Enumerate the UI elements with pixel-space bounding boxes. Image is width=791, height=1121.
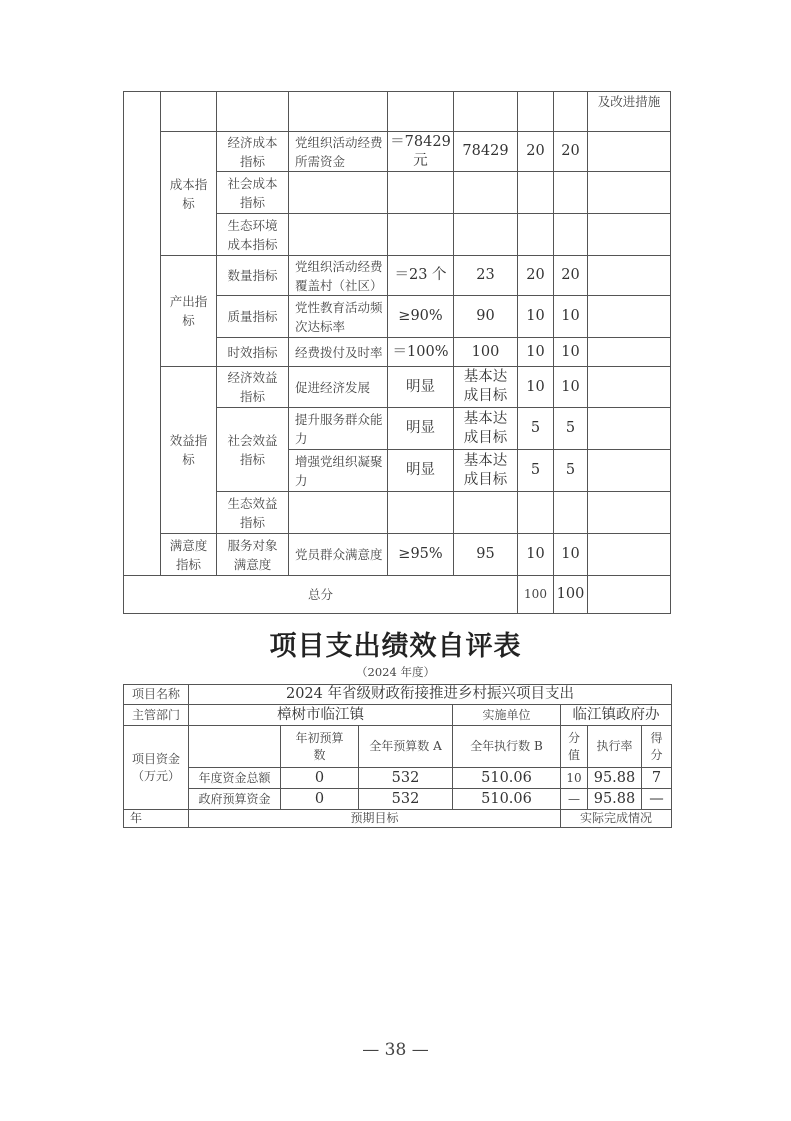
indicator-name: 生态效益 指标 <box>217 492 289 534</box>
indicator-score: 10 <box>554 534 588 576</box>
indicator-item: 党性教育活动频 次达标率 <box>289 296 388 338</box>
indicator-item: 党组织活动经费 所需资金 <box>289 132 388 172</box>
page-number: — 38 — <box>362 1040 429 1060</box>
full-value: 532 <box>359 768 453 789</box>
total-row <box>124 576 671 614</box>
indicator-target: ≥95% <box>388 534 454 576</box>
indicator-item: 提升服务群众能 力 <box>289 408 388 450</box>
indicator-target: 明显 <box>388 450 454 492</box>
weight-value: — <box>561 789 588 810</box>
full-value: 532 <box>359 789 453 810</box>
initial-value: 0 <box>281 768 359 789</box>
row-label: 年度资金总额 <box>189 768 281 789</box>
indicator-actual: 基本达 成目标 <box>454 450 518 492</box>
actual-completion-header: 实际完成情况 <box>561 810 672 828</box>
indicator-weight: 10 <box>518 296 554 338</box>
indicator-target: ＝100% <box>388 338 454 367</box>
indicator-name: 时效指标 <box>217 338 289 367</box>
indicator-item: 党员群众满意度 <box>289 534 388 576</box>
dept-label: 主管部门 <box>124 705 189 726</box>
indicator-item: 增强党组织凝聚 力 <box>289 450 388 492</box>
indicator-actual: 100 <box>454 338 518 367</box>
score-value: — <box>642 789 672 810</box>
indicator-score: 5 <box>554 450 588 492</box>
indicator-weight: 5 <box>518 408 554 450</box>
indicator-name: 数量指标 <box>217 256 289 296</box>
unit-label: 实施单位 <box>453 705 561 726</box>
indicator-actual: 基本达 成目标 <box>454 408 518 450</box>
indicator-item: 经费拨付及时率 <box>289 338 388 367</box>
year-label: 年 <box>124 810 189 828</box>
row-label: 政府预算资金 <box>189 789 281 810</box>
table-row <box>124 132 671 172</box>
executed-value: 510.06 <box>453 789 561 810</box>
project-name: 2024 年省级财政衔接推进乡村振兴项目支出 <box>189 685 672 705</box>
indicator-actual: 78429 <box>454 132 518 172</box>
rate-value: 95.88 <box>588 768 642 789</box>
table-row <box>124 92 671 132</box>
performance-indicators-table <box>123 91 671 614</box>
page-subtitle: （2024 年度） <box>356 665 435 679</box>
project-expenditure-table <box>123 684 672 828</box>
indicator-weight: 10 <box>518 338 554 367</box>
category-cost: 成本指 标 <box>161 132 217 256</box>
indicator-weight: 10 <box>518 367 554 408</box>
indicator-target: ＝78429 元 <box>388 132 454 172</box>
indicator-score: 10 <box>554 296 588 338</box>
table-row <box>124 768 672 789</box>
indicator-score: 10 <box>554 338 588 367</box>
indicator-name: 质量指标 <box>217 296 289 338</box>
category-satisfaction: 满意度 指标 <box>161 534 217 576</box>
unit-value: 临江镇政府办 <box>561 705 672 726</box>
funds-label: 项目资金 （万元） <box>124 726 189 810</box>
indicator-score: 5 <box>554 408 588 450</box>
total-weight: 100 <box>518 576 554 614</box>
indicator-target: ＝23 个 <box>388 256 454 296</box>
indicator-score: 20 <box>554 132 588 172</box>
indicator-score: 10 <box>554 367 588 408</box>
indicator-weight: 5 <box>518 450 554 492</box>
total-label: 总分 <box>124 576 518 614</box>
table-row <box>124 705 672 726</box>
expected-goal-header: 预期目标 <box>189 810 561 828</box>
indicator-actual: 基本达 成目标 <box>454 367 518 408</box>
weight-value: 10 <box>561 768 588 789</box>
indicator-weight: 20 <box>518 132 554 172</box>
indicator-weight: 20 <box>518 256 554 296</box>
indicator-name: 生态环境 成本指标 <box>217 214 289 256</box>
indicator-item: 促进经济发展 <box>289 367 388 408</box>
indicator-name: 经济效益 指标 <box>217 367 289 408</box>
table-row <box>124 685 672 705</box>
indicator-name: 服务对象 满意度 <box>217 534 289 576</box>
indicator-target: ≥90% <box>388 296 454 338</box>
page-title: 项目支出绩效自评表 <box>269 631 522 662</box>
indicator-name: 社会成本 指标 <box>217 172 289 214</box>
table-row <box>124 789 672 810</box>
header-initial-budget: 年初预算 数 <box>281 726 359 768</box>
header-score: 得 分 <box>642 726 672 768</box>
category-output: 产出指 标 <box>161 256 217 367</box>
indicator-name: 经济成本 指标 <box>217 132 289 172</box>
category-benefit: 效益指 标 <box>161 367 217 534</box>
table-row <box>124 256 671 296</box>
table-row <box>124 534 671 576</box>
table-row <box>124 810 672 828</box>
header-rate: 执行率 <box>588 726 642 768</box>
indicator-actual: 95 <box>454 534 518 576</box>
indicator-name: 社会效益 指标 <box>217 408 289 492</box>
indicator-actual: 90 <box>454 296 518 338</box>
header-note: 及改进措施 <box>588 92 671 132</box>
indicator-target: 明显 <box>388 408 454 450</box>
indicator-score: 20 <box>554 256 588 296</box>
header-weight: 分 值 <box>561 726 588 768</box>
executed-value: 510.06 <box>453 768 561 789</box>
table-row <box>124 726 672 768</box>
indicator-actual: 23 <box>454 256 518 296</box>
indicator-weight: 10 <box>518 534 554 576</box>
header-full-budget: 全年预算数 A <box>359 726 453 768</box>
project-name-label: 项目名称 <box>124 685 189 705</box>
score-value: 7 <box>642 768 672 789</box>
rate-value: 95.88 <box>588 789 642 810</box>
header-executed: 全年执行数 B <box>453 726 561 768</box>
table-row <box>124 367 671 408</box>
indicator-item: 党组织活动经费 覆盖村（社区） <box>289 256 388 296</box>
total-score: 100 <box>554 576 588 614</box>
initial-value: 0 <box>281 789 359 810</box>
dept-value: 樟树市临江镇 <box>189 705 453 726</box>
indicator-target: 明显 <box>388 367 454 408</box>
